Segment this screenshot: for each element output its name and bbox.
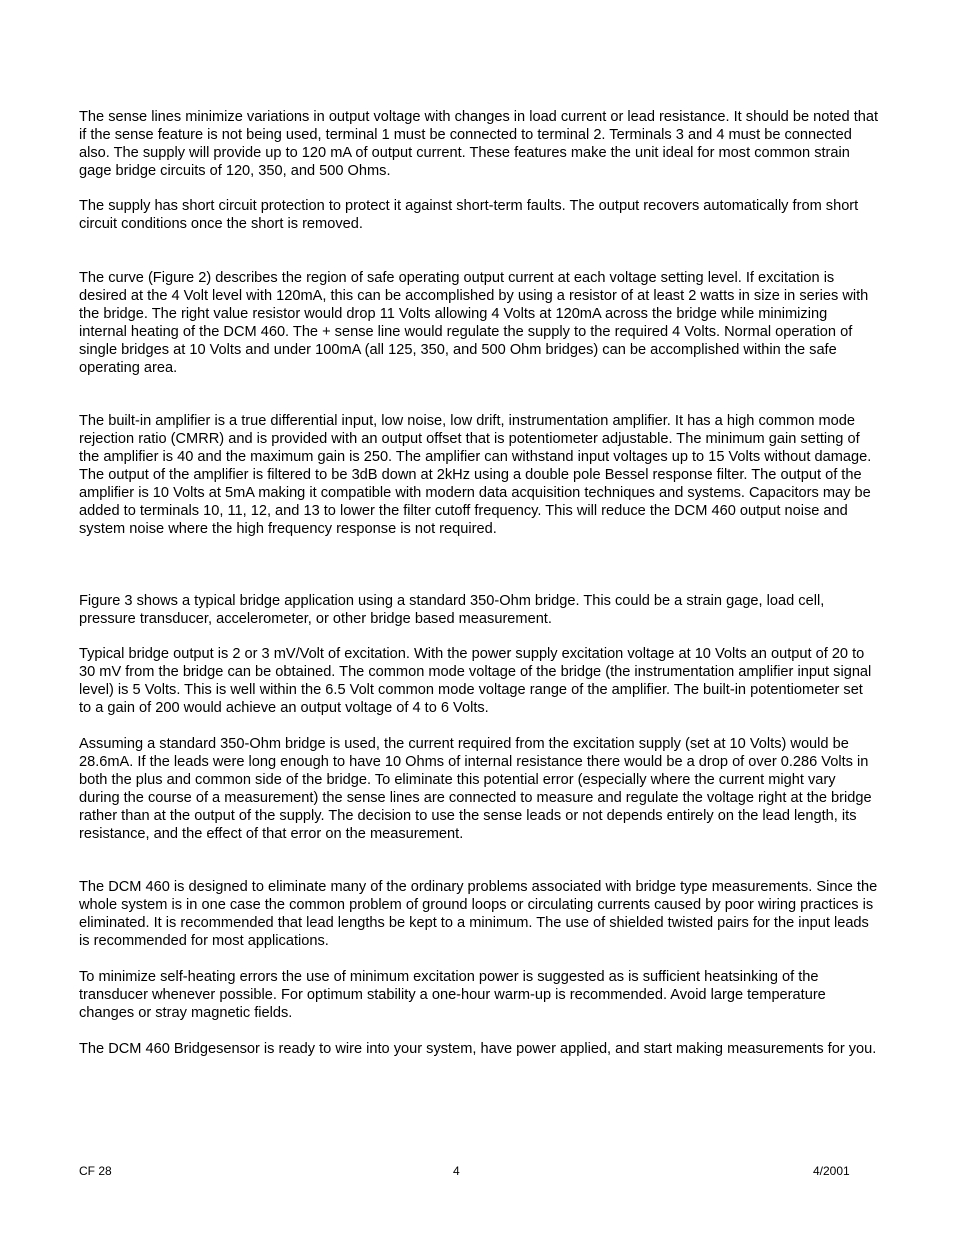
paragraph-short-circuit: The supply has short circuit protection to protect it against short-term faults. The output recovers automatically from short circuit conditions once the short is removed. (79, 198, 859, 232)
paragraph-design-benefits: The DCM 460 is designed to eliminate many of the ordinary problems associated with bridge type measurements. Since the whole system is in one case the common problem of ground loops or circulating currents caused by poor wiring practices is eliminated. It is recommended that lead lengths be kept to a minimum. The use of shielded twisted pairs for the input leads is recommended for most applications. (79, 879, 878, 949)
paragraph-sense-lines: The sense lines minimize variations in output voltage with changes in load current or lead resistance. It should be noted that if the sense feature is not being used, terminal 1 must be connected to terminal 2. Terminals 3 and 4 must be connected also. The supply will provide up to 120 mA of output current. These features make the unit ideal for most common strain gage bridge circuits of 120, 350, and 500 Ohms. (79, 109, 879, 179)
footer-document-code: CF 28 (79, 1164, 112, 1178)
footer-page-number: 4 (453, 1164, 460, 1178)
paragraph-ready-to-wire: The DCM 460 Bridgesensor is ready to wire into your system, have power applied, and start making measurements for you. (79, 1041, 877, 1057)
paragraph-excitation-current: Assuming a standard 350-Ohm bridge is used, the current required from the excitation supply (set at 10 Volts) would be 28.6mA. If the leads were long enough to have 10 Ohms of internal resistance there would be a drop of over 0.286 Volts in both the plus and common side of the bridge. To eliminate this potential error (especially where the current might vary during the course of a measurement) the sense lines are connected to measure and regulate the voltage right at the bridge rather than at the output of the supply. The decision to use the sense leads or not depends entirely on the lead length, its resistance, and the effect of that error on the measurement. (79, 736, 872, 842)
paragraph-typical-application: Figure 3 shows a typical bridge application using a standard 350-Ohm bridge. This could be a strain gage, load cell, pressure transducer, accelerometer, or other bridge based measurement. (79, 593, 825, 627)
paragraph-safe-operating-curve: The curve (Figure 2) describes the region of safe operating output current at each voltage setting level. If excitation is desired at the 4 Volt level with 120mA, this can be accomplished by using a resistor of at least 2 watts in size in series with the bridge. The right value resistor would drop 11 Volts allowing 4 Volts at 120mA across the bridge while minimizing internal heating of the DCM 460. The + sense line would regulate the supply to the required 4 Volts. Normal operation of single bridges at 10 Volts and under 100mA (all 125, 350, and 500 Ohm bridges) can be accomplished within the safe operating area. (79, 270, 869, 376)
footer-date: 4/2001 (813, 1164, 850, 1178)
paragraph-amplifier: The built-in amplifier is a true differential input, low noise, low drift, instrumentation amplifier. It has a high common mode rejection ratio (CMRR) and is provided with an output offset that is potentiometer adjustable. The minimum gain setting of the amplifier is 40 and the maximum gain is 250. The amplifier can withstand input voltages up to 15 Volts without damage. The output of the amplifier is filtered to be 3dB down at 2kHz using a double pole Bessel response filter. The output of the amplifier is 10 Volts at 5mA making it compatible with modern data acquisition techniques and systems. Capacitors may be added to terminals 10, 11, 12, and 13 to lower the filter cutoff frequency. This will reduce the DCM 460 output noise and system noise where the high frequency response is not required. (79, 413, 872, 537)
paragraph-self-heating: To minimize self-heating errors the use of minimum excitation power is suggested as is sufficient heatsinking of the transducer whenever possible. For optimum stability a one-hour warm-up is recommended. Avoid large temperature changes or stray magnetic fields. (79, 969, 826, 1021)
paragraph-bridge-output: Typical bridge output is 2 or 3 mV/Volt of excitation. With the power supply excitation voltage at 10 Volts an output of 20 to 30 mV from the bridge can be obtained. The common mode voltage of the bridge (the instrumentation amplifier input signal level) is 5 Volts. This is well within the 6.5 Volt common mode voltage range of the amplifier. The built-in potentiometer set to a gain of 200 would achieve an output voltage of 4 to 6 Volts. (79, 646, 872, 716)
